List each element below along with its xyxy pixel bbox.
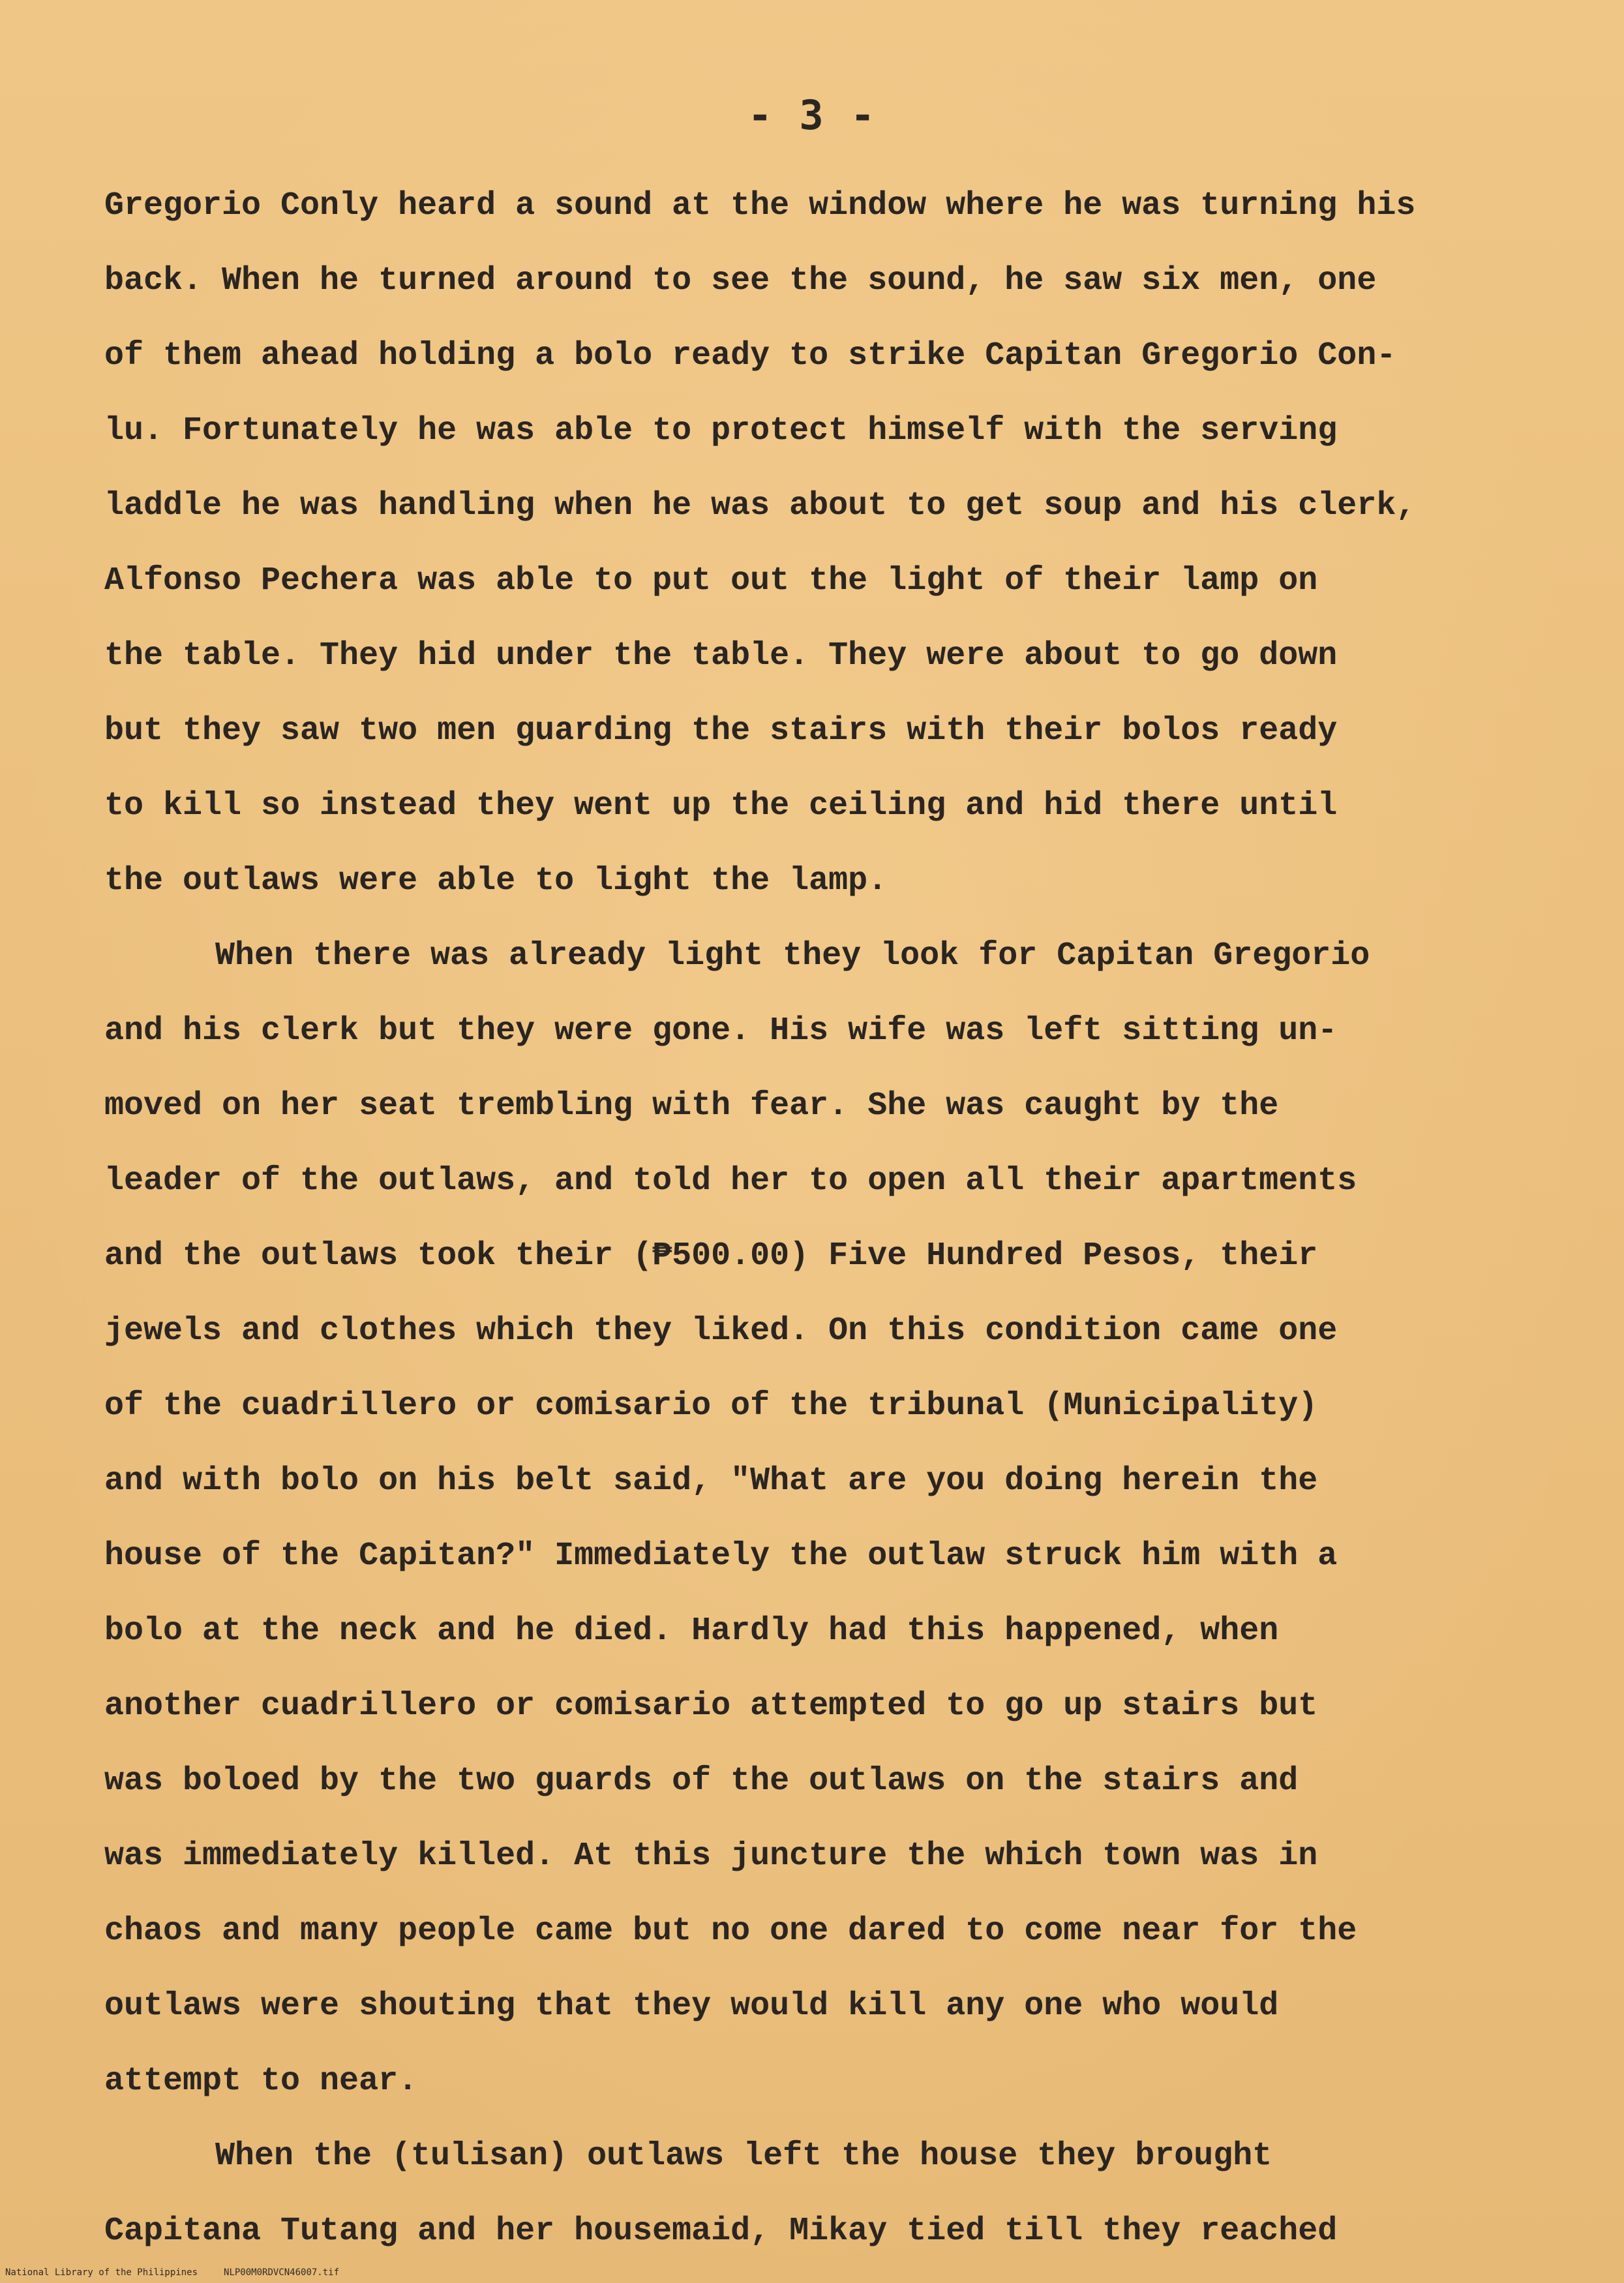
text-line: Gregorio Conly heard a sound at the window where he was turning his (104, 187, 1416, 224)
text-line: house of the Capitan?" Immediately the outlaw struck him with a (104, 1537, 1338, 1575)
text-line: lu. Fortunately he was able to protect himself with the serving (104, 412, 1338, 449)
text-line: was immediately killed. At this juncture the which town was in (104, 1837, 1318, 1875)
text-line: chaos and many people came but no one dared to come near for the (104, 1913, 1357, 1950)
text-line: was boloed by the two guards of the outlaws on the stairs and (104, 1762, 1299, 1800)
typed-text-body (104, 168, 1617, 2269)
page-number: - 3 - (747, 91, 877, 139)
text-line: laddle he was handling when he was about to get soup and his clerk, (104, 487, 1416, 524)
text-line: jewels and clothes which they liked. On this condition came one (104, 1312, 1338, 1350)
scan-footer (5, 2267, 365, 2278)
text-line: the table. They hid under the table. They were about to go down (104, 637, 1338, 674)
text-line: attempt to near. (104, 2063, 418, 2100)
text-line: another cuadrillero or comisario attempted to go up stairs but (104, 1687, 1318, 1725)
text-line: and the outlaws took their (₱500.00) Five Hundred Pesos, their (104, 1237, 1318, 1275)
text-line: Capitana Tutang and her housemaid, Mikay tied till they reached (104, 2213, 1338, 2250)
text-line: When the (tulisan) outlaws left the house they brought (215, 2138, 1272, 2175)
text-line: bolo at the neck and he died. Hardly had this happened, when (104, 1612, 1279, 1650)
text-line: outlaws were shouting that they would kill any one who would (104, 1988, 1279, 2025)
text-line: the outlaws were able to light the lamp. (104, 862, 888, 900)
text-line: of the cuadrillero or comisario of the tribunal (Municipality) (104, 1387, 1318, 1425)
text-line: to kill so instead they went up the ceiling and hid there until (104, 787, 1338, 824)
text-line: and his clerk but they were gone. His wife was left sitting un- (104, 1012, 1338, 1050)
text-line: leader of the outlaws, and told her to open all their apartments (104, 1162, 1357, 1200)
text-line: of them ahead holding a bolo ready to strike Capitan Gregorio Con- (104, 337, 1396, 374)
text-line: When there was already light they look for Capitan Gregorio (215, 937, 1370, 975)
text-line: Alfonso Pechera was able to put out the light of their lamp on (104, 562, 1318, 599)
footer-library: National Library of the Philippines (5, 2267, 198, 2278)
footer-filename: NLP00M0RDVCN46007.tif (224, 2267, 340, 2278)
text-line: back. When he turned around to see the sound, he saw six men, one (104, 262, 1377, 299)
text-line: but they saw two men guarding the stairs with their bolos ready (104, 712, 1338, 749)
text-line: moved on her seat trembling with fear. She was caught by the (104, 1087, 1279, 1125)
text-line: and with bolo on his belt said, "What are you doing herein the (104, 1462, 1318, 1500)
